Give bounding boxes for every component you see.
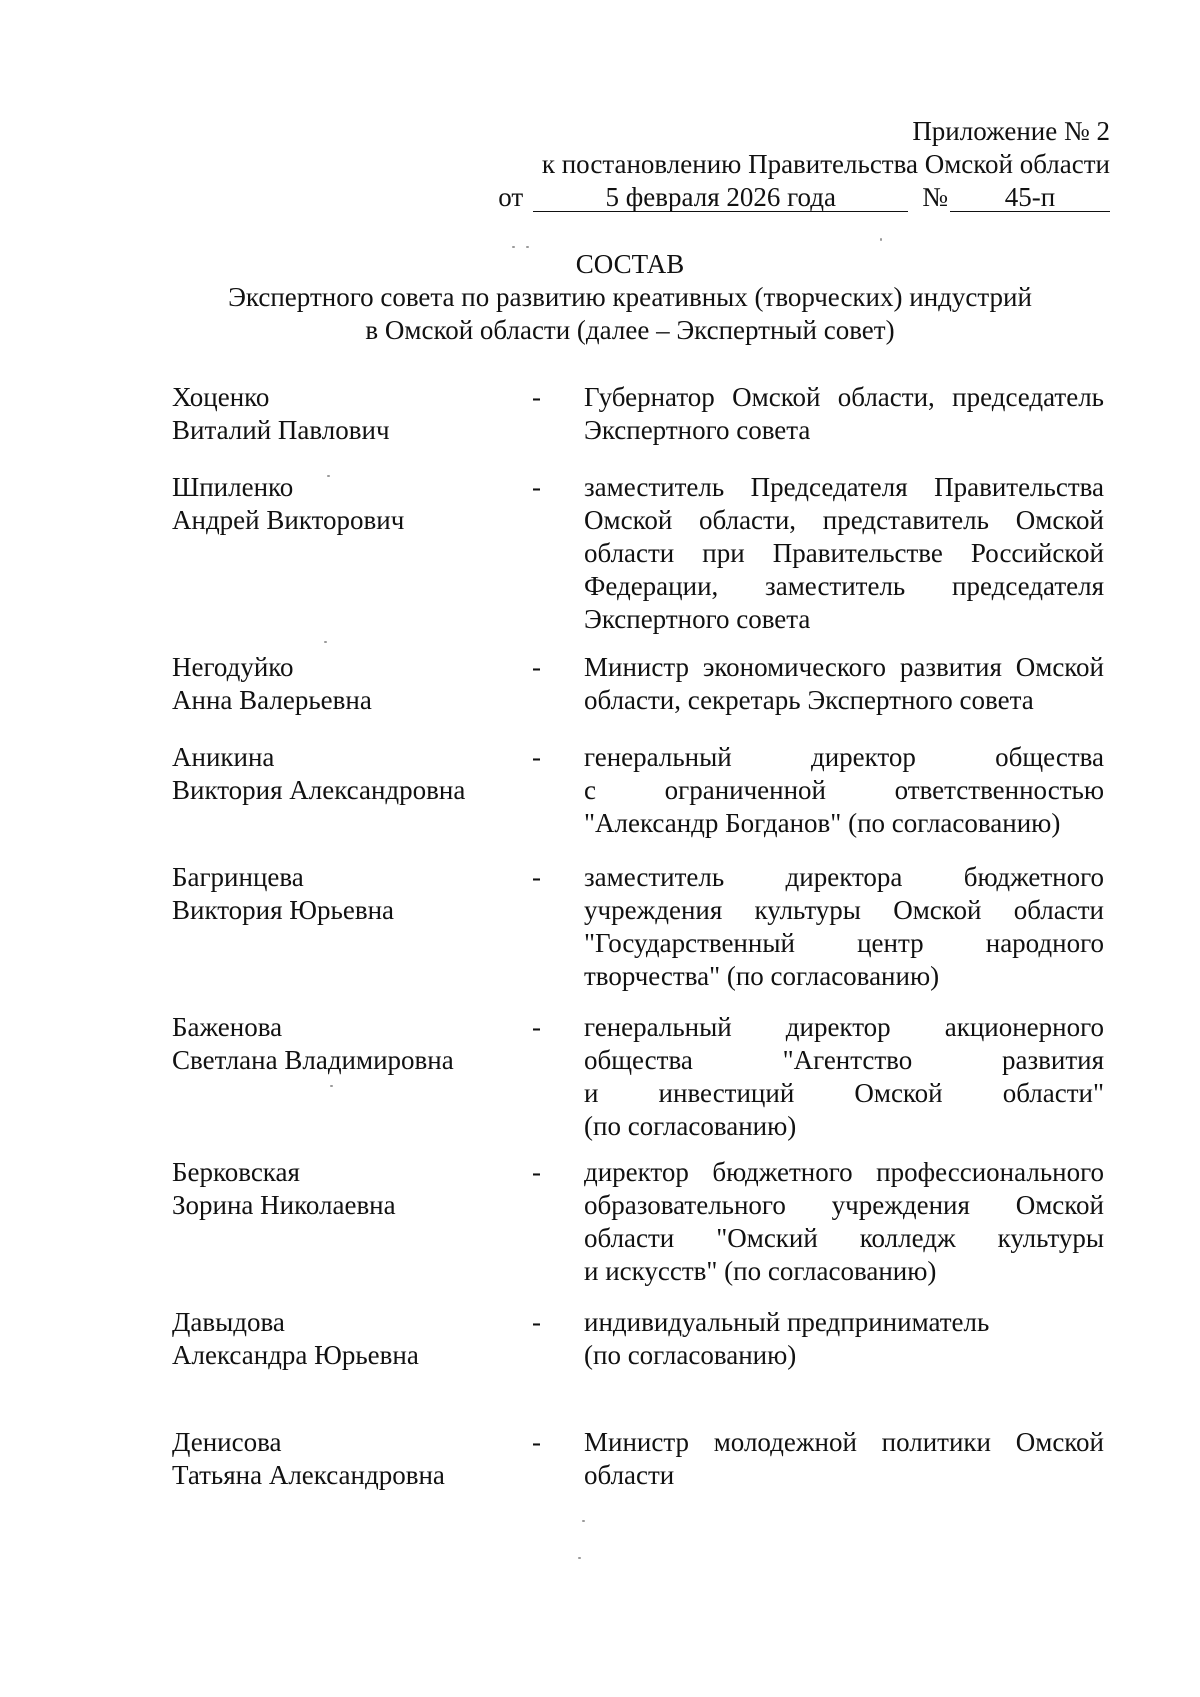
member-position-line: области при Правительстве Российской <box>584 538 1104 568</box>
scan-speck <box>512 246 515 248</box>
member-position-line: образовательного учреждения Омской <box>584 1190 1104 1220</box>
title-line-2: в Омской области (далее – Экспертный совет) <box>365 315 895 345</box>
member-position-line: Министр молодежной политики Омской <box>584 1427 1104 1457</box>
member-position-line: (по согласованию) <box>584 1340 797 1370</box>
member-given-names: Виктория Александровна <box>172 775 466 805</box>
member-row <box>172 1306 1104 1372</box>
resolution-date-line <box>490 181 1110 214</box>
member-position <box>584 1011 1104 1143</box>
resolution-date: 5 февраля 2026 года <box>533 183 908 212</box>
member-position <box>584 741 1104 840</box>
document-header <box>490 115 1110 214</box>
member-position-line: "Государственный центр народного <box>584 928 1104 958</box>
member-position-line: Омской области, представитель Омской <box>584 505 1104 535</box>
member-position <box>584 651 1104 717</box>
member-name <box>172 651 532 717</box>
member-surname: Аникина <box>172 742 275 772</box>
member-row <box>172 861 1104 993</box>
member-position-line: индивидуальный предприниматель <box>584 1307 990 1337</box>
scan-speck <box>578 1557 581 1559</box>
document-title <box>160 248 1100 347</box>
resolution-number: 45-п <box>950 183 1110 212</box>
member-position-line: с ограниченной ответственностью <box>584 775 1104 805</box>
member-dash: - <box>532 1427 541 1457</box>
member-given-names: Виктория Юрьевна <box>172 895 395 925</box>
member-surname: Денисова <box>172 1427 282 1457</box>
member-row <box>172 1156 1104 1288</box>
member-position-line: и инвестиций Омской области" <box>584 1078 1104 1108</box>
member-position-line: Федерации, заместитель председателя <box>584 571 1104 601</box>
scan-speck <box>526 246 529 248</box>
member-name <box>172 1306 532 1372</box>
member-dash: - <box>532 1012 541 1042</box>
member-name <box>172 861 532 927</box>
member-position-line: заместитель директора бюджетного <box>584 862 1104 892</box>
member-name <box>172 471 532 537</box>
title-line-1: Экспертного совета по развитию креативных (творческих) индустрий <box>228 282 1032 312</box>
member-dash: - <box>532 1157 541 1187</box>
member-dash: - <box>532 862 541 892</box>
member-surname: Хоценко <box>172 382 270 412</box>
member-position-line: "Александр Богданов" (по согласованию) <box>584 808 1061 838</box>
from-label: от <box>498 182 524 212</box>
member-given-names: Татьяна Александровна <box>172 1460 445 1490</box>
member-position-line: Министр экономического развития Омской <box>584 652 1104 682</box>
member-position-line: генеральный директор акционерного <box>584 1012 1104 1042</box>
member-name <box>172 381 532 447</box>
member-surname: Давыдова <box>172 1307 285 1337</box>
scan-speck <box>330 1085 333 1087</box>
member-row <box>172 1011 1104 1143</box>
member-position <box>584 1156 1104 1288</box>
member-position <box>584 861 1104 993</box>
member-dash: - <box>532 1307 541 1337</box>
member-position-line: директор бюджетного профессионального <box>584 1157 1104 1187</box>
member-dash: - <box>532 472 541 502</box>
scan-speck <box>582 1520 585 1522</box>
member-surname: Берковская <box>172 1157 300 1187</box>
scan-speck <box>324 641 327 643</box>
member-given-names: Андрей Викторович <box>172 505 405 535</box>
member-position-line: области, секретарь Экспертного совета <box>584 685 1034 715</box>
member-name <box>172 1426 532 1492</box>
member-row <box>172 651 1104 717</box>
member-name <box>172 1011 532 1077</box>
member-position-line: Губернатор Омской области, председатель <box>584 382 1104 412</box>
member-given-names: Зорина Николаевна <box>172 1190 396 1220</box>
member-position <box>584 381 1104 447</box>
member-position-line: учреждения культуры Омской области <box>584 895 1104 925</box>
member-position-line: творчества" (по согласованию) <box>584 961 940 991</box>
member-position <box>584 1426 1104 1492</box>
title-heading: СОСТАВ <box>575 249 685 279</box>
member-surname: Негодуйко <box>172 652 294 682</box>
member-row <box>172 1426 1104 1492</box>
member-position-line: общества "Агентство развития <box>584 1045 1104 1075</box>
member-position <box>584 1306 1104 1372</box>
member-position-line: и искусств" (по согласованию) <box>584 1256 937 1286</box>
number-label: № <box>922 182 948 212</box>
member-position-line: заместитель Председателя Правительства <box>584 472 1104 502</box>
member-surname: Шпиленко <box>172 472 294 502</box>
member-row <box>172 381 1104 447</box>
member-given-names: Анна Валерьевна <box>172 685 372 715</box>
member-position-line: (по согласованию) <box>584 1111 797 1141</box>
member-position-line: Экспертного совета <box>584 604 811 634</box>
member-position <box>584 471 1104 636</box>
member-given-names: Александра Юрьевна <box>172 1340 419 1370</box>
member-dash: - <box>532 742 541 772</box>
member-position-line: генеральный директор общества <box>584 742 1104 772</box>
member-given-names: Светлана Владимировна <box>172 1045 454 1075</box>
scan-speck <box>880 238 882 241</box>
member-surname: Багринцева <box>172 862 304 892</box>
member-position-line: области <box>584 1460 675 1490</box>
member-position-line: Экспертного совета <box>584 415 811 445</box>
member-surname: Баженова <box>172 1012 283 1042</box>
member-dash: - <box>532 652 541 682</box>
member-row <box>172 741 1104 840</box>
member-name <box>172 1156 532 1222</box>
member-name <box>172 741 532 807</box>
resolution-reference: к постановлению Правительства Омской области <box>541 149 1110 179</box>
scan-speck <box>327 475 330 477</box>
appendix-label: Приложение № 2 <box>912 116 1110 146</box>
member-given-names: Виталий Павлович <box>172 415 390 445</box>
member-row <box>172 471 1104 636</box>
member-dash: - <box>532 382 541 412</box>
member-position-line: области "Омский колледж культуры <box>584 1223 1104 1253</box>
